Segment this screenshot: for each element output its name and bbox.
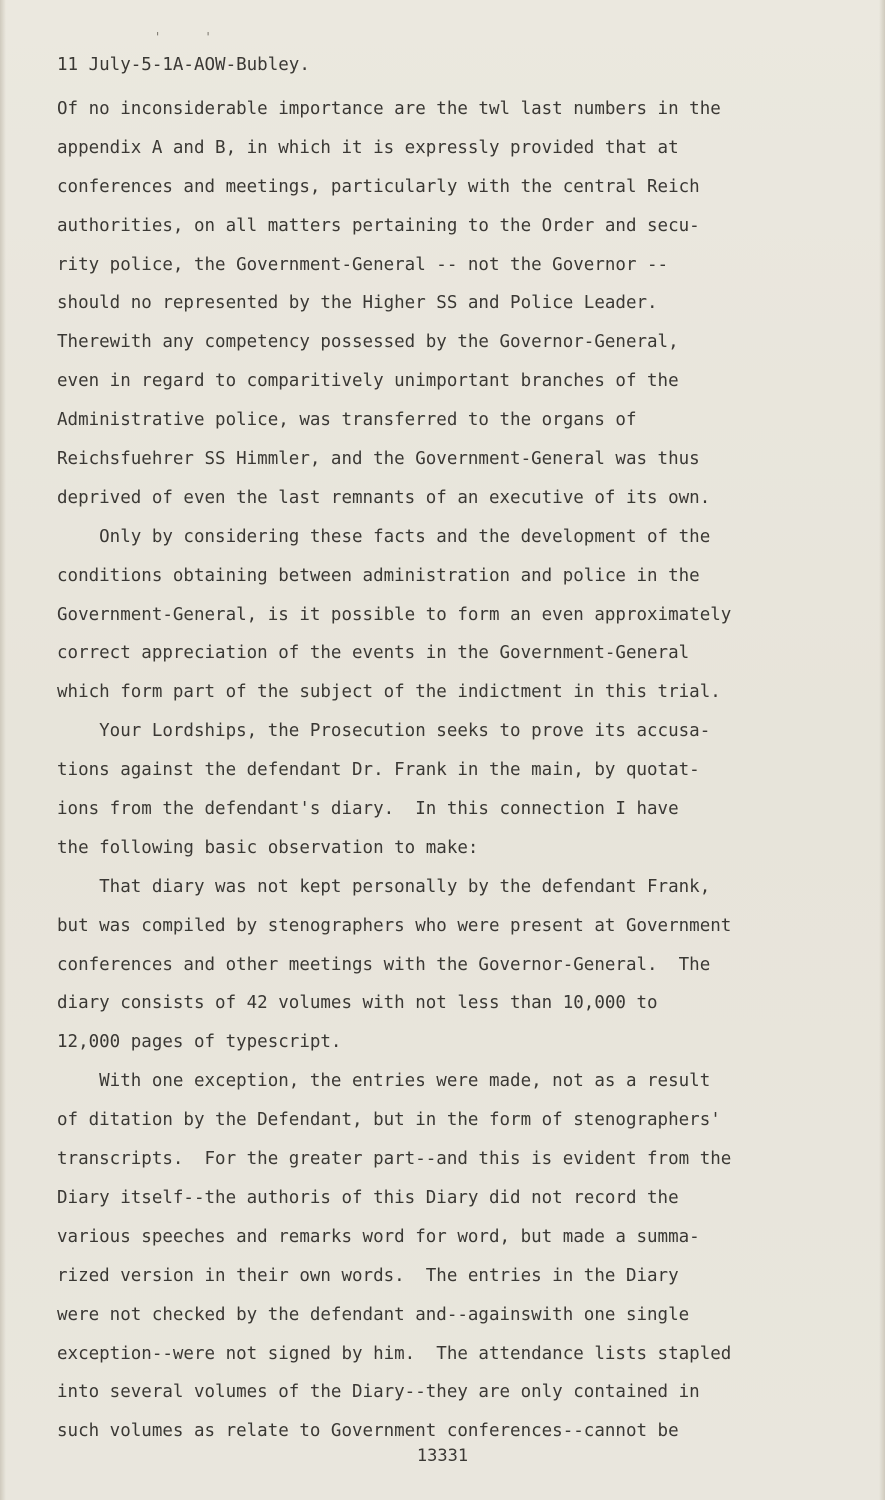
text-line: rized version in their own words. The entries in the Diary [57, 1265, 679, 1286]
top-marks: ' ' [154, 30, 230, 44]
text-line: Administrative police, was transferred to the organs of [57, 410, 637, 431]
text-line: Government-General, is it possible to form an even approximately [57, 604, 732, 625]
text-line: such volumes as relate to Government conferences--cannot be [57, 1421, 679, 1442]
text-line: tions against the defendant Dr. Frank in the main, by quotat- [57, 760, 700, 781]
text-line: Diary itself--the authoris of this Diary did not record the [57, 1187, 679, 1208]
text-line: transcripts. For the greater part--and this is evident from the [57, 1149, 732, 1170]
text-line: were not checked by the defendant and--againswith one single [57, 1304, 690, 1325]
text-line: should no represented by the Higher SS and Police Leader. [57, 293, 658, 314]
text-line: of ditation by the Defendant, but in the form of stenographers' [57, 1110, 721, 1131]
text-line: Reichsfuehrer SS Himmler, and the Government-General was thus [57, 449, 700, 470]
text-line: conferences and meetings, particularly with the central Reich [57, 176, 700, 197]
text-line: which form part of the subject of the indictment in this trial. [57, 682, 721, 703]
text-line: authorities, on all matters pertaining to the Order and secu- [57, 215, 700, 236]
text-line: diary consists of 42 volumes with not less than 10,000 to [57, 993, 658, 1014]
text-line: appendix A and B, in which it is expressly provided that at [57, 137, 679, 158]
text-line: Therewith any competency possessed by the Governor-General, [57, 332, 679, 353]
text-line: but was compiled by stenographers who were present at Government [57, 915, 732, 936]
page-edge-right [879, 0, 885, 1500]
text-line: the following basic observation to make: [57, 837, 479, 858]
text-line: Only by considering these facts and the development of the [57, 526, 711, 547]
text-line: conferences and other meetings with the Governor-General. The [57, 954, 711, 975]
text-line: With one exception, the entries were made, not as a result [57, 1071, 711, 1092]
text-line: Your Lordships, the Prosecution seeks to prove its accusa- [57, 721, 711, 742]
document-header: 11 July-5-1A-AOW-Bubley. [57, 55, 310, 75]
text-line: conditions obtaining between administration and police in the [57, 565, 700, 586]
text-line: exception--were not signed by him. The attendance lists stapled [57, 1343, 732, 1364]
document-body [57, 90, 837, 1451]
text-line: rity police, the Government-General -- not the Governor -- [57, 254, 669, 275]
text-line: even in regard to comparitively unimportant branches of the [57, 371, 679, 392]
page-number: 13331 [416, 1446, 469, 1466]
text-line: correct appreciation of the events in the Government-General [57, 643, 690, 664]
text-line: ions from the defendant's diary. In this connection I have [57, 799, 679, 820]
text-line: deprived of even the last remnants of an executive of its own. [57, 487, 711, 508]
text-line: Of no inconsiderable importance are the twl last numbers in the [57, 99, 721, 119]
text-line: into several volumes of the Diary--they are only contained in [57, 1382, 700, 1403]
text-line: various speeches and remarks word for word, but made a summa- [57, 1226, 700, 1247]
text-line: That diary was not kept personally by the defendant Frank, [57, 876, 711, 897]
page-edge-left [0, 0, 6, 1500]
text-line: 12,000 pages of typescript. [57, 1032, 342, 1053]
